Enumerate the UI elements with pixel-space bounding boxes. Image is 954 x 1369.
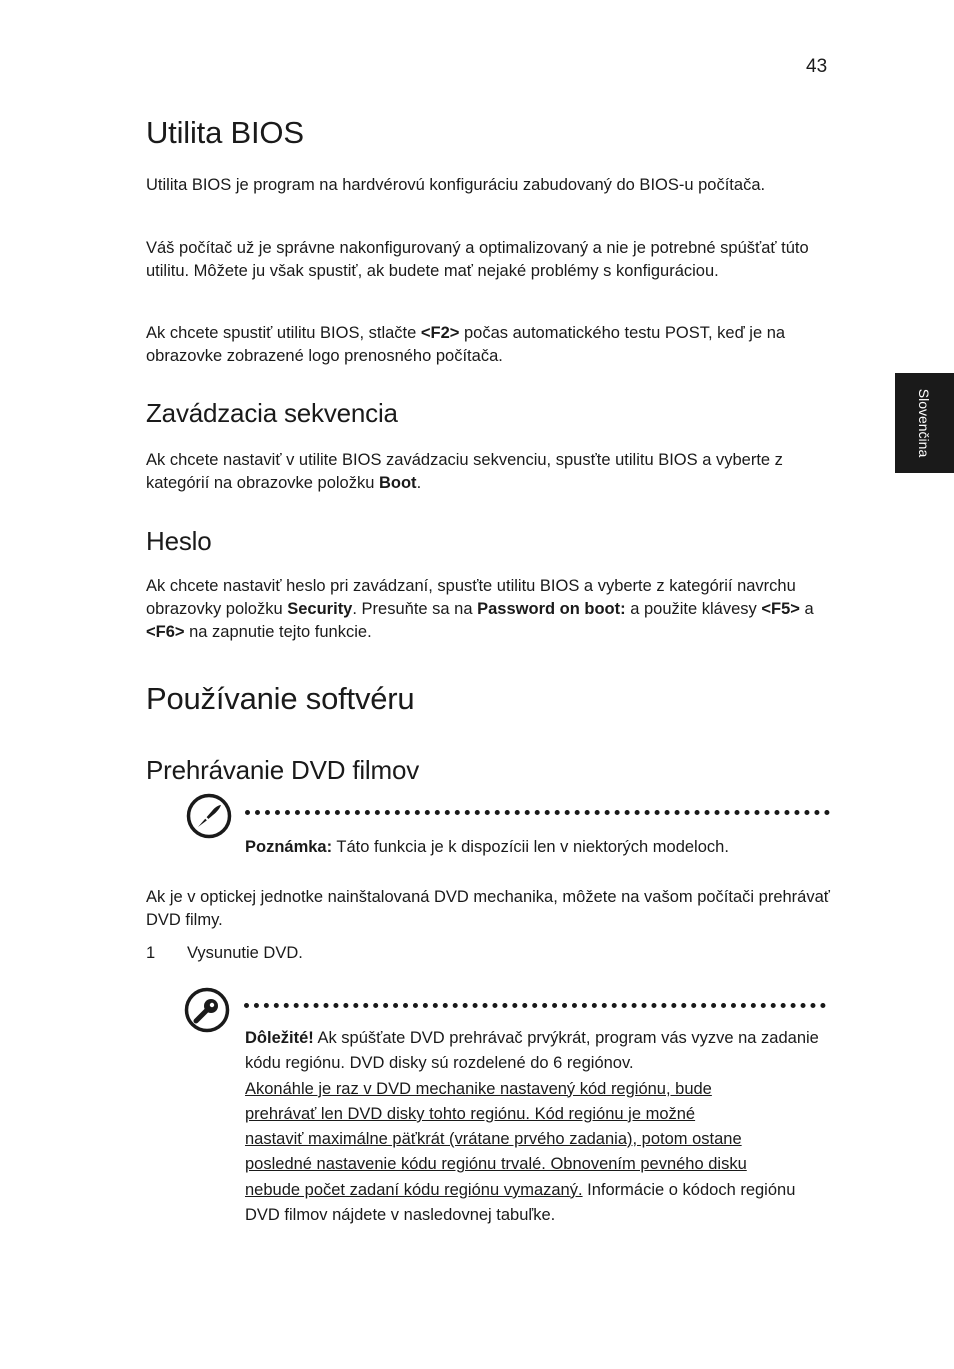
heading-password: Heslo	[146, 526, 212, 556]
language-side-tab	[895, 373, 954, 473]
note-label: Poznámka:	[245, 838, 333, 856]
boot-paragraph: Ak chcete nastaviť v utilite BIOS zavádzaciu sekvenciu, spusťte utilitu BIOS a vyberte z kategórií na obrazovke položku Boot.	[146, 451, 783, 492]
heading-boot-sequence: Zavádzacia sekvencia	[146, 398, 398, 428]
page-number: 43	[806, 56, 828, 77]
dvd-paragraph: Ak je v optickej jednotke nainštalovaná DVD mechanika, môžete na vašom počítači prehrávať DVD filmy.	[146, 888, 830, 929]
note-divider	[245, 810, 830, 815]
step-text: Vysunutie DVD.	[187, 944, 303, 962]
important-key-icon	[184, 987, 230, 1033]
key-f2: <F2>	[420, 324, 460, 342]
bios-paragraph-3: Ak chcete spustiť utilitu BIOS, stlačte <F2> počas automatického testu POST, keď je na obrazovke zobrazené logo prenosného počítača.	[146, 324, 786, 365]
password-on-boot-keyword: Password on boot:	[477, 600, 626, 618]
password-paragraph: Ak chcete nastaviť heslo pri zavádzaní, spusťte utilitu BIOS a vyberte z kategórií navrchu obrazovky položku Security. Presuňte sa na Password on boot: a použite klávesy <F5> a <F6> na zapnutie tejto funkcie.	[146, 577, 814, 641]
important-divider	[244, 1003, 826, 1008]
side-tab-label: Slovenčina	[916, 388, 932, 458]
note-icon	[186, 793, 232, 839]
key-f5: <F5>	[761, 600, 800, 618]
heading-dvd: Prehrávanie DVD filmov	[146, 755, 420, 785]
important-text: Dôležité! Ak spúšťate DVD prehrávač prvýkrát, program vás vyzve na zadanie kódu regiónu. DVD disky sú rozdelené do 6 regiónov. Akonáhle je raz v DVD mechanike nastavený kód regiónu, bude prehrávať len DVD disky tohto regiónu. Kód regiónu je možné nastaviť maximálne päťkrát (vrátane prvého zadania), potom ostane posledné nastavenie kódu regiónu trvalé. Obnovením pevného disku nebude počet zadaní kódu regiónu vymazaný. Informácie o kódoch regiónu DVD filmov nájdete v nasledovnej tabuľke.	[245, 1029, 819, 1225]
boot-keyword: Boot	[378, 474, 417, 492]
key-f6: <F6>	[146, 623, 185, 641]
important-label: Dôležité!	[245, 1029, 314, 1047]
heading-software: Používanie softvéru	[146, 681, 415, 716]
bios-paragraph-2: Váš počítač už je správne nakonfigurovaný a optimalizovaný a nie je potrebné spúšťať túto utilitu. Môžete ju však spustiť, ak budete mať nejaké problémy s konfiguráciou.	[146, 239, 809, 280]
bios-paragraph-1: Utilita BIOS je program na hardvérovú konfiguráciu zabudovaný do BIOS-u počítača.	[146, 176, 766, 194]
heading-utilita-bios: Utilita BIOS	[146, 115, 304, 150]
security-keyword: Security	[287, 600, 353, 618]
step-number: 1	[146, 944, 156, 962]
note-text: Poznámka: Táto funkcia je k dispozícii len v niektorých modeloch.	[245, 838, 729, 856]
